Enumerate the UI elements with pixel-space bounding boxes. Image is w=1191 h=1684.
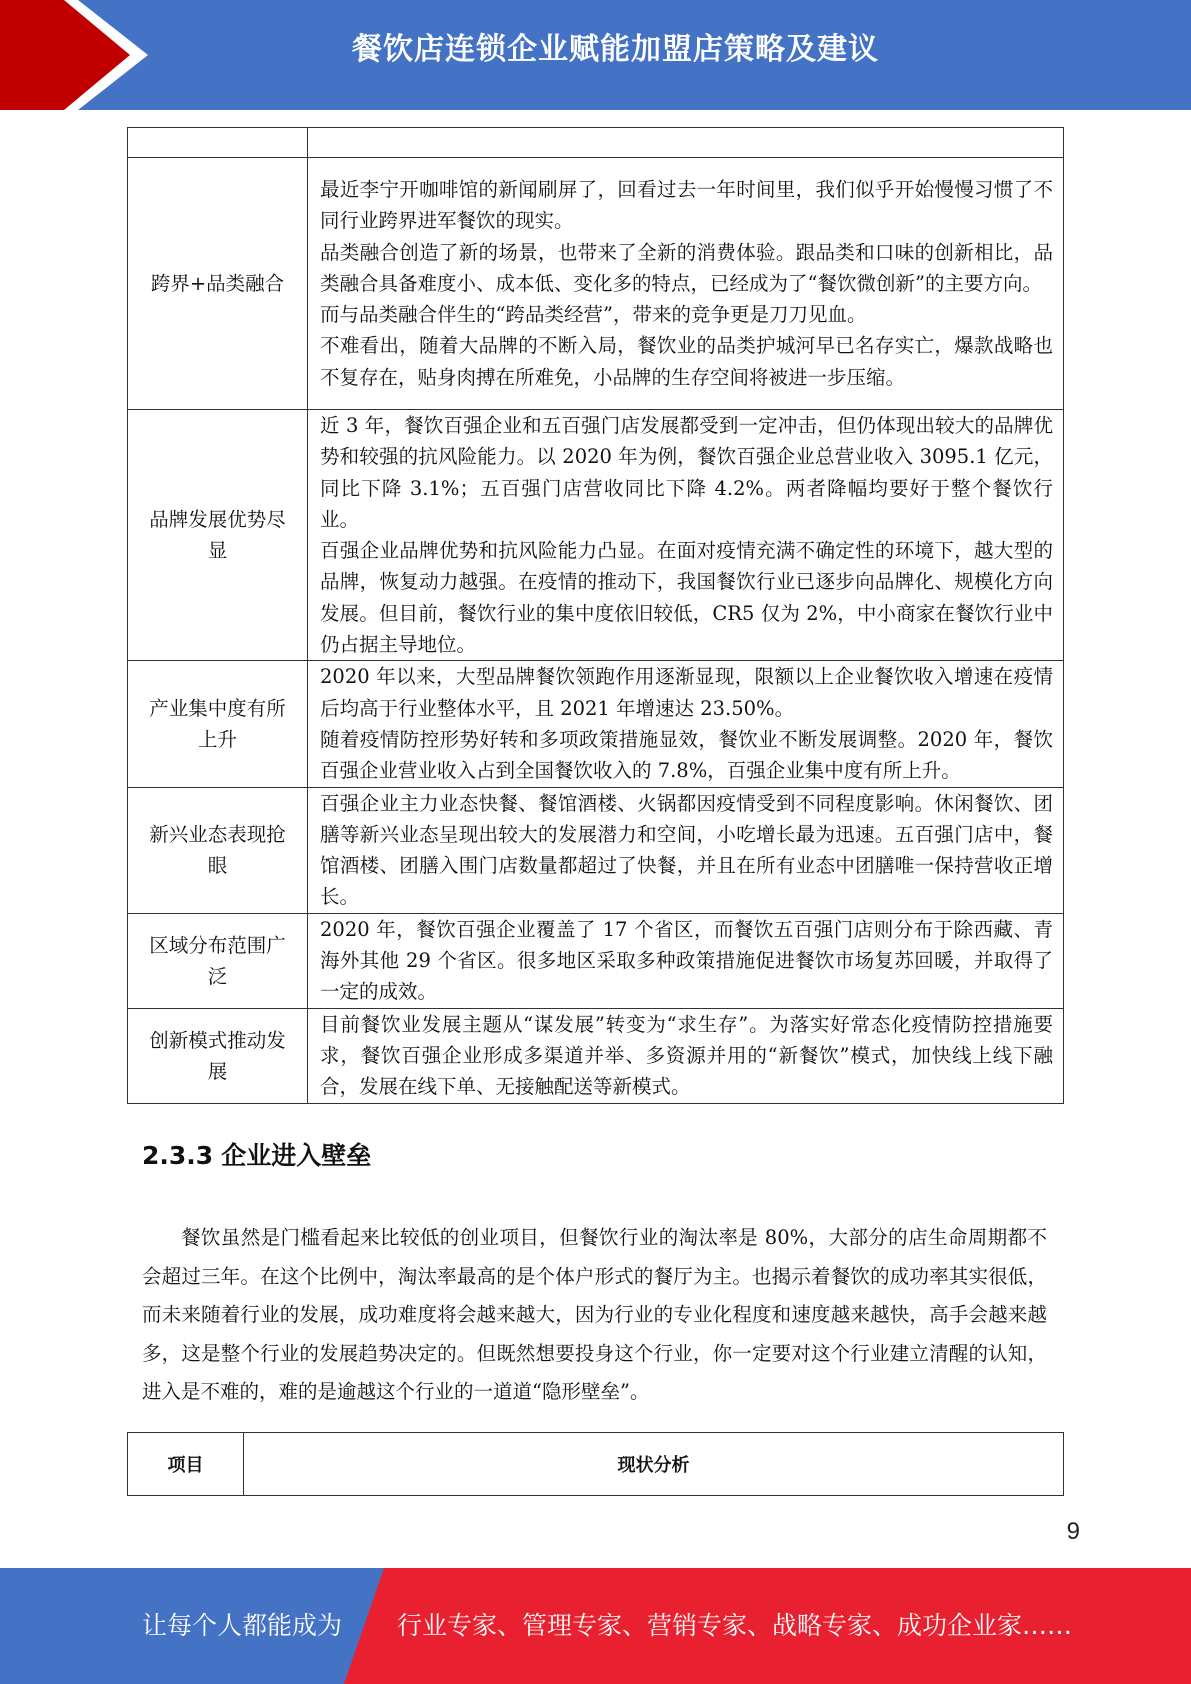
page-footer [0, 1568, 1191, 1684]
row-item-label: 创新模式推动发展 [128, 1008, 308, 1103]
row-analysis [308, 1008, 1064, 1103]
page-number: 9 [1066, 1518, 1080, 1545]
analysis-paragraph: 2020 年以来，大型品牌餐饮领跑作用逐渐显现，限额以上企业餐饮收入增速在疫情后均高于行业整体水平，且 2021 年增速达 23.50%。 [320, 665, 1053, 720]
table-row [128, 1008, 1064, 1103]
table-row [128, 661, 1064, 787]
header-title: 餐饮店连锁企业赋能加盟店策略及建议 [352, 32, 879, 67]
table-header-row [128, 1433, 1064, 1496]
row-analysis [308, 913, 1064, 1008]
row-analysis [308, 787, 1064, 913]
row-item-label: 产业集中度有所上升 [128, 661, 308, 787]
column-header-analysis: 现状分析 [244, 1433, 1064, 1496]
column-header-item: 项目 [128, 1433, 244, 1496]
section-paragraph: 餐饮虽然是门槛看起来比较低的创业项目，但餐饮行业的淘汰率是 80%，大部分的店生命周期都不会超过三年。在这个比例中，淘汰率最高的是个体户形式的餐厅为主。也揭示着餐饮的成功率其实很低，而未来随着行业的发展，成功难度将会越来越大，因为行业的专业化程度和速度越来越快，高手会越来越多，这是整个行业的发展趋势决定的。但既然想要投身这个行业，你一定要对这个行业建立清醒的认知，进入是不难的，难的是逾越这个行业的一道道“隐形壁垒”。 [142, 1226, 1047, 1403]
page-header [0, 0, 1191, 110]
row-analysis [308, 410, 1064, 661]
table-row [128, 410, 1064, 661]
analysis-paragraph: 随着疫情防控形势好转和多项政策措施显效，餐饮业不断发展调整。2020 年，餐饮百强企业营业收入占到全国餐饮收入的 7.8%，百强企业集中度有所上升。 [320, 727, 1053, 783]
analysis-paragraph: 2020 年，餐饮百强企业覆盖了 17 个省区，而餐饮五百强门店则分布于除西藏、青海外其他 29 个省区。很多地区采取多种政策措施促进餐饮市场复苏回暖，并取得了一定的成效。 [320, 917, 1053, 1004]
analysis-paragraph: 百强企业品牌优势和抗风险能力凸显。在面对疫情充满不确定性的环境下，越大型的品牌，恢复动力越强。在疫情的推动下，我国餐饮行业已逐步向品牌化、规模化方向发展。但目前，餐饮行业的集中度依旧较低，CR5 仅为 2%，中小商家在餐饮行业中仍占据主导地位。 [320, 539, 1053, 657]
analysis-paragraph: 目前餐饮业发展主题从“谋发展”转变为“求生存”。为落实好常态化疫情防控措施要求，餐饮百强企业形成多渠道并举、多资源并用的“新餐饮”模式，加快线上线下融合，发展在线下单、无接触配送等新模式。 [320, 1012, 1053, 1099]
table-row [128, 913, 1064, 1008]
section-title: 企业进入壁垒 [221, 1141, 372, 1170]
section-number: 2.3.3 [142, 1141, 214, 1170]
row-analysis [308, 661, 1064, 787]
analysis-paragraph: 而与品类融合伴生的“跨品类经营”，带来的竞争更是刀刀见血。 [320, 303, 867, 327]
footer-slogan-left: 让每个人都能成为 [142, 1611, 343, 1640]
analysis-paragraph: 百强企业主力业态快餐、餐馆酒楼、火锅都因疫情受到不同程度影响。休闲餐饮、团膳等新兴业态呈现出较大的发展潜力和空间，小吃增长最为迅速。五百强门店中，餐馆酒楼、团膳入围门店数量都超过了快餐，并且在所有业态中团膳唯一保持营收正增长。 [320, 791, 1053, 909]
analysis-paragraph: 最近李宁开咖啡馆的新闻刷屏了，回看过去一年时间里，我们似乎开始慢慢习惯了不同行业跨界进军餐饮的现实。 [320, 177, 1053, 233]
table-row-empty [128, 128, 1064, 158]
table-row [128, 158, 1064, 410]
section-heading [142, 1136, 371, 1172]
table-row [128, 787, 1064, 913]
analysis-paragraph: 不难看出，随着大品牌的不断入局，餐饮业的品类护城河早已名存实亡，爆款战略也不复存在，贴身肉搏在所难免，小品牌的生存空间将被进一步压缩。 [320, 334, 1053, 389]
row-analysis [308, 158, 1064, 410]
analysis-paragraph: 品类融合创造了新的场景，也带来了全新的消费体验。跟品类和口味的创新相比，品类融合具备难度小、成本低、变化多的特点，已经成为了“餐饮微创新”的主要方向。 [320, 240, 1053, 295]
footer-slogan-right: 行业专家、管理专家、营销专家、战略专家、成功企业家…… [397, 1611, 1073, 1640]
row-item-label: 新兴业态表现抢眼 [128, 787, 308, 913]
analysis-paragraph: 近 3 年，餐饮百强企业和五百强门店发展都受到一定冲击，但仍体现出较大的品牌优势和较强的抗风险能力。以 2020 年为例，餐饮百强企业总营业收入 3095.1 亿元，同比下降 3.1%；五百强门店营收同比下降 4.2%。两者降幅均要好于整个餐饮行业。 [320, 414, 1053, 531]
row-item-label: 跨界+品类融合 [128, 158, 308, 410]
industry-trends-table [127, 127, 1064, 1104]
row-item-label: 区域分布范围广泛 [128, 913, 308, 1008]
table-cell [308, 128, 1064, 158]
entry-barriers-table [127, 1432, 1064, 1496]
table-cell [128, 128, 308, 158]
row-item-label: 品牌发展优势尽显 [128, 410, 308, 661]
